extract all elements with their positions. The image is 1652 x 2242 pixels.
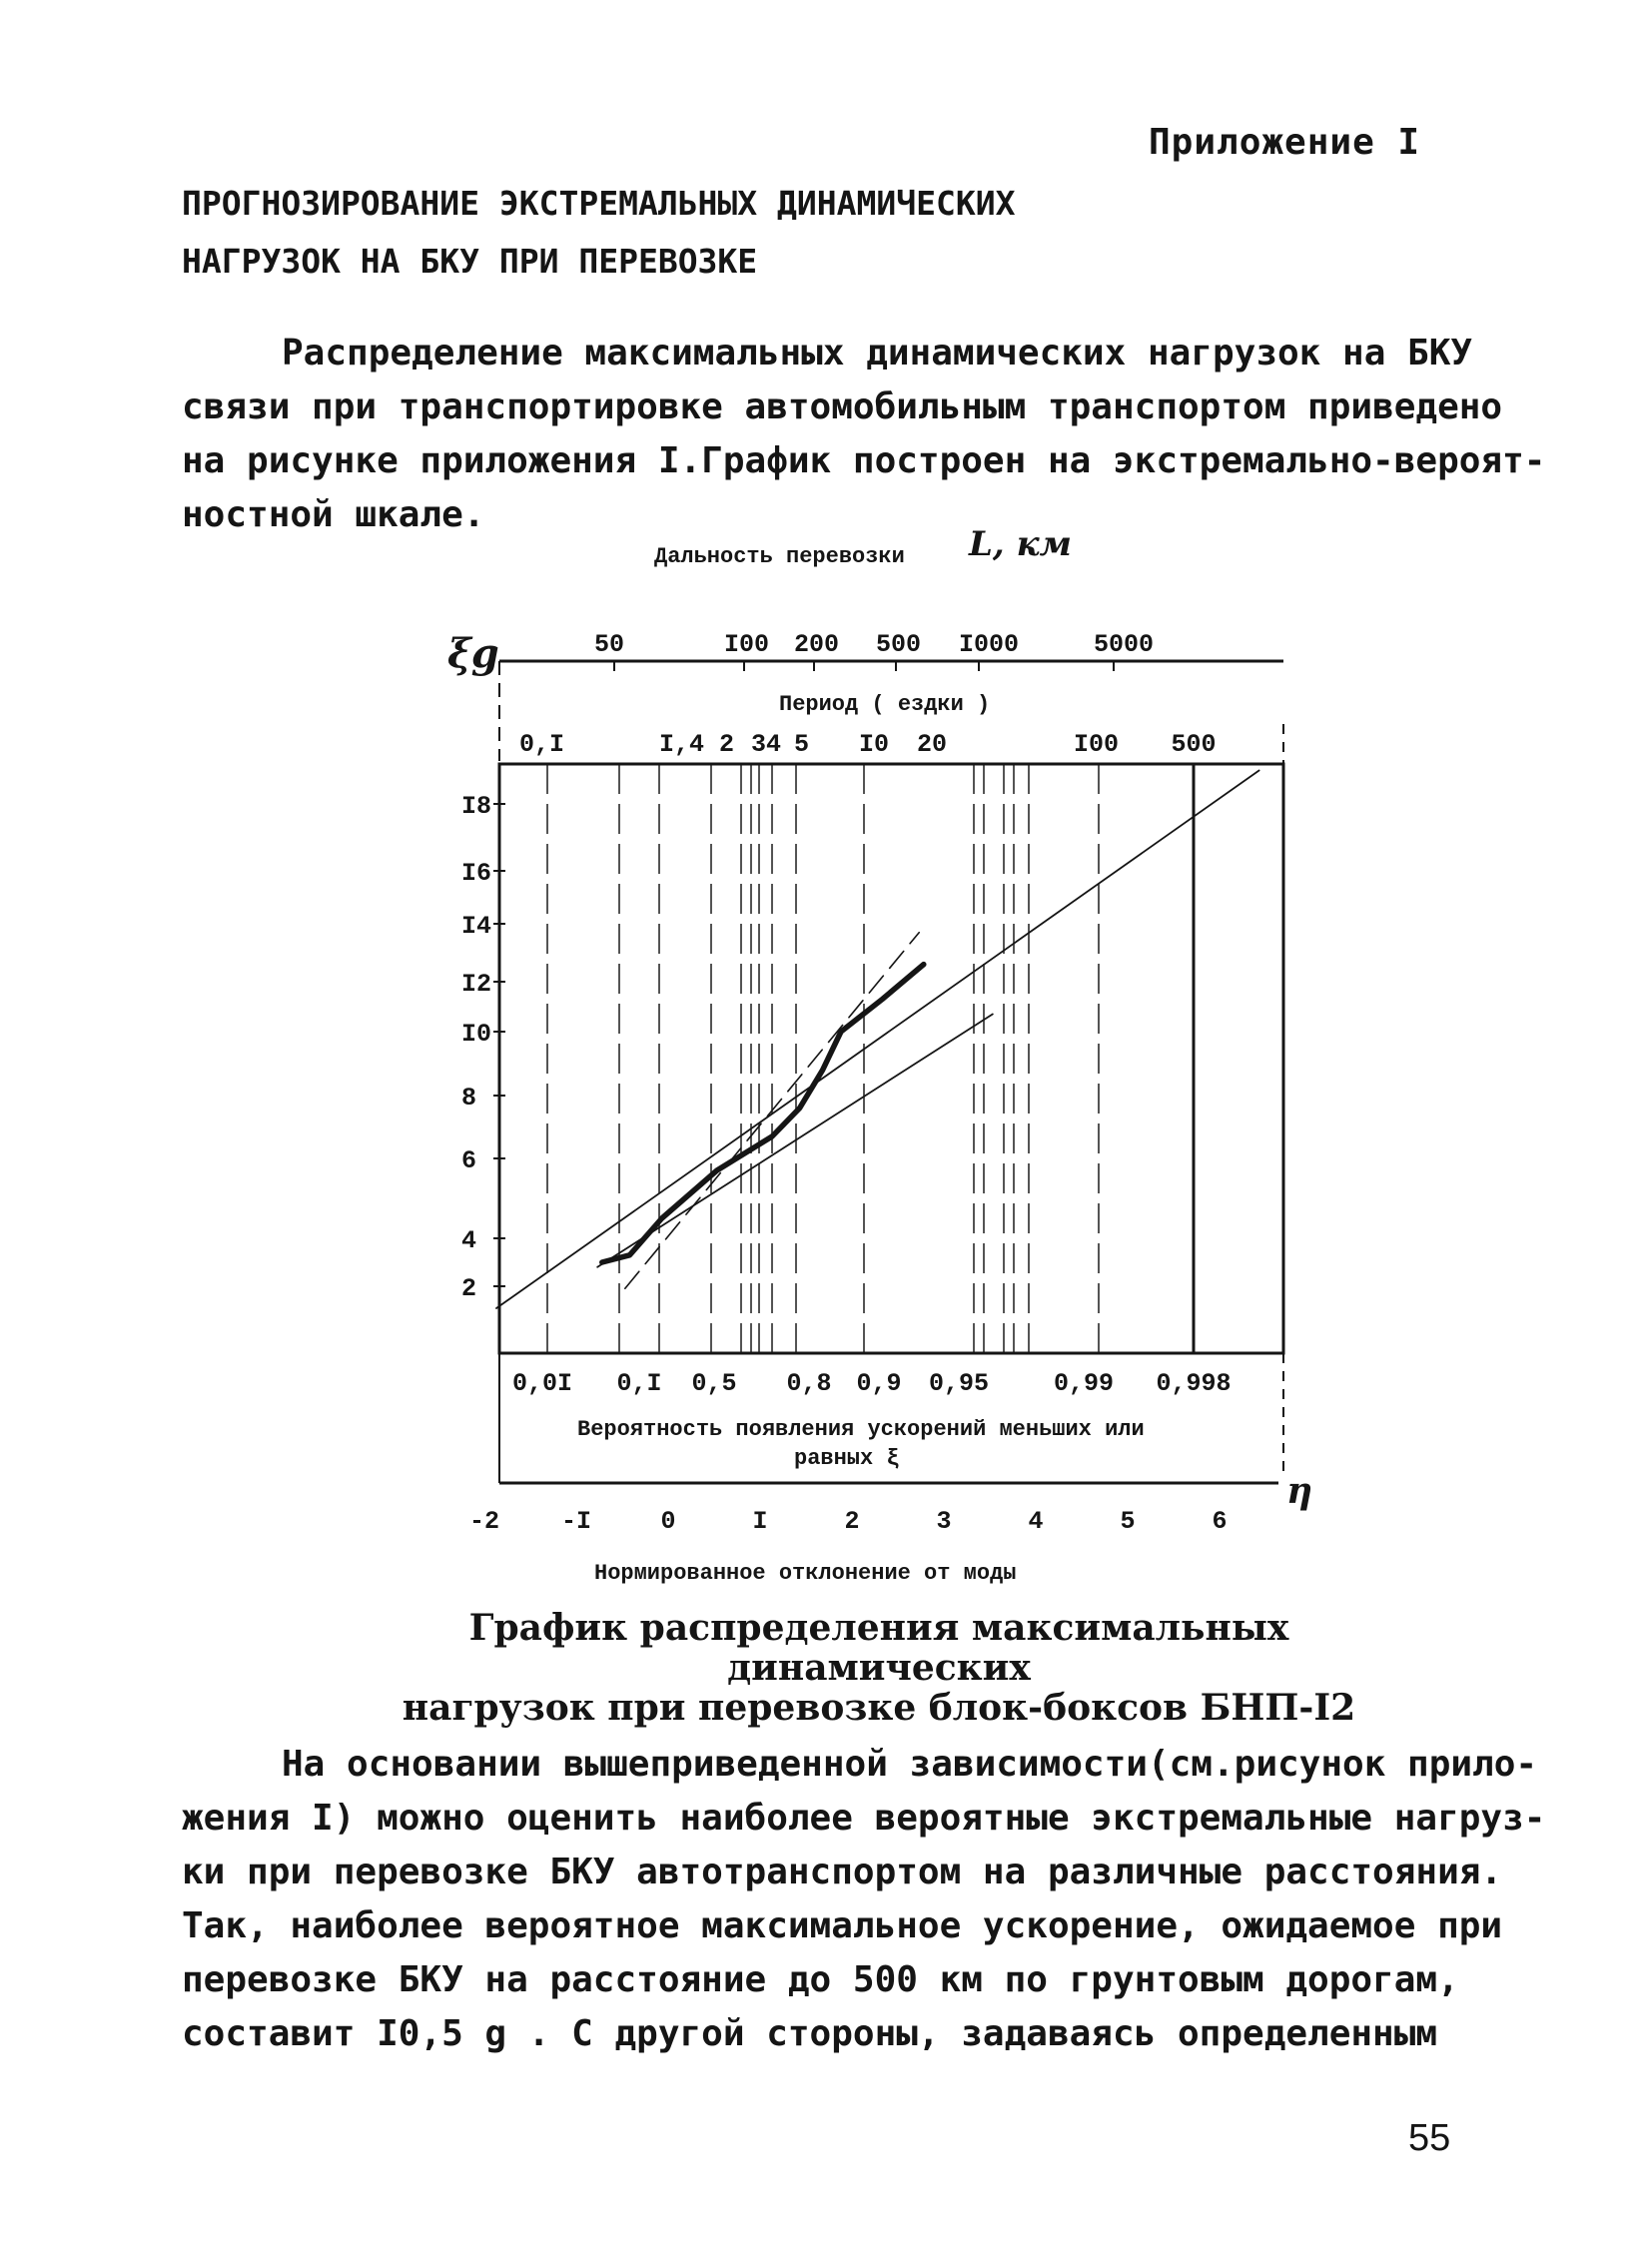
series-line-3 <box>597 1015 993 1267</box>
deviation-tick-label: 4 <box>1028 1507 1044 1536</box>
distance-tick-label: 200 <box>794 630 840 659</box>
y-tick-label: 8 <box>461 1084 477 1113</box>
probability-title-line-2: равных ξ <box>794 1446 900 1471</box>
probability-tick-label: 0,9 <box>856 1369 902 1398</box>
body-line-5: перевозке БКУ на расстояние до 500 км по грунтовым дорогам, <box>182 1959 1459 2000</box>
appendix-label: Приложение I <box>1149 122 1421 163</box>
probability-tick-label: 0,8 <box>786 1369 832 1398</box>
distance-tick-label: 500 <box>876 630 922 659</box>
distance-tick-label: I00 <box>724 630 770 659</box>
top-axis-unit: L, км <box>969 524 1072 564</box>
tick-labels <box>461 630 1232 1536</box>
y-tick-label: I8 <box>461 792 492 821</box>
intro-line-4: ностной шкале. <box>182 494 485 535</box>
y-tick-label: I4 <box>461 912 492 941</box>
deviation-tick-label: 6 <box>1212 1507 1228 1536</box>
deviation-symbol: η <box>1286 1470 1313 1512</box>
deviation-tick-label: 5 <box>1120 1507 1136 1536</box>
period-tick-label: 34 <box>751 730 782 759</box>
period-tick-label: 2 <box>719 730 735 759</box>
y-tick-label: I2 <box>461 970 492 999</box>
figure-caption <box>380 1608 1378 1728</box>
body-line-2: жения I) можно оценить наиболее вероятные экстремальные нагруз- <box>182 1798 1546 1839</box>
period-title: Период ( ездки ) <box>779 692 991 717</box>
period-tick-label: 500 <box>1171 730 1217 759</box>
deviation-tick-label: -I <box>560 1507 592 1536</box>
title-line-2: НАГРУЗОК НА БКУ ПРИ ПЕРЕВОЗКЕ <box>182 242 758 281</box>
period-tick-label: I00 <box>1074 730 1120 759</box>
y-tick-label: I6 <box>461 859 492 888</box>
page-number: 55 <box>1408 2117 1451 2159</box>
deviation-tick-label: 3 <box>936 1507 952 1536</box>
probability-tick-label: 0,5 <box>691 1369 737 1398</box>
deviation-tick-label: -2 <box>468 1507 500 1536</box>
top-axis-title: Дальность перевозки <box>654 544 905 569</box>
chart-frame <box>499 661 1283 1483</box>
probability-title-line-1: Вероятность появления ускорений меньших или <box>577 1417 1145 1442</box>
distance-tick-label: I000 <box>959 630 1020 659</box>
title-line-1: ПРОГНОЗИРОВАНИЕ ЭКСТРЕМАЛЬНЫХ ДИНАМИЧЕСКИХ <box>182 184 1016 223</box>
distance-tick-label: 5000 <box>1094 630 1155 659</box>
caption-line-2: нагрузок при перевозке блок-боксов БНП-I2 <box>402 1687 1356 1729</box>
period-tick-label: 0,I <box>519 730 565 759</box>
intro-line-3: на рисунке приложения I.График построен на экстремально-вероят- <box>182 440 1546 481</box>
plot-area-border <box>499 764 1283 1353</box>
series-line-2 <box>496 771 1259 1309</box>
body-line-4: Так, наиболее вероятное максимальное ускорение, ожидаемое при <box>182 1905 1503 1946</box>
body-paragraph <box>182 1738 1545 2061</box>
series-line-1 <box>602 965 924 1262</box>
body-line-6: составит I0,5 g . С другой стороны, задаваясь определенным <box>182 2013 1438 2054</box>
y-tick-label: I0 <box>461 1020 492 1049</box>
caption-line-1: График распределения максимальных динамических <box>468 1607 1289 1689</box>
probability-tick-label: 0,I <box>616 1369 662 1398</box>
intro-line-1: Распределение максимальных динамических нагрузок на БКУ <box>282 333 1473 374</box>
probability-tick-label: 0,998 <box>1156 1369 1232 1398</box>
y-tick-label: 4 <box>461 1226 477 1255</box>
body-line-1: На основании вышеприведенной зависимости(см.рисунок прило- <box>282 1744 1538 1785</box>
deviation-tick-label: I <box>752 1507 768 1536</box>
probability-tick-label: 0,95 <box>928 1369 990 1398</box>
period-tick-label: 20 <box>917 730 948 759</box>
probability-tick-label: 0,99 <box>1053 1369 1115 1398</box>
probability-tick-label: 0,0I <box>511 1369 573 1398</box>
intro-line-2: связи при транспортировке автомобильным транспортом приведено <box>182 386 1503 427</box>
deviation-tick-label: 2 <box>844 1507 860 1536</box>
distance-tick-label: 50 <box>594 630 625 659</box>
chart-series <box>496 771 1259 1309</box>
period-tick-label: I,4 <box>659 730 705 759</box>
deviation-tick-label: 0 <box>660 1507 676 1536</box>
period-tick-label: I0 <box>859 730 890 759</box>
y-tick-label: 2 <box>461 1274 477 1303</box>
y-tick-label: 6 <box>461 1146 477 1175</box>
period-tick-label: 5 <box>794 730 810 759</box>
deviation-title: Нормированное отклонение от моды <box>594 1561 1017 1586</box>
y-axis-symbol: ξg <box>447 630 499 677</box>
body-line-3: ки при перевозке БКУ автотранспортом на различные расстояния. <box>182 1852 1503 1892</box>
